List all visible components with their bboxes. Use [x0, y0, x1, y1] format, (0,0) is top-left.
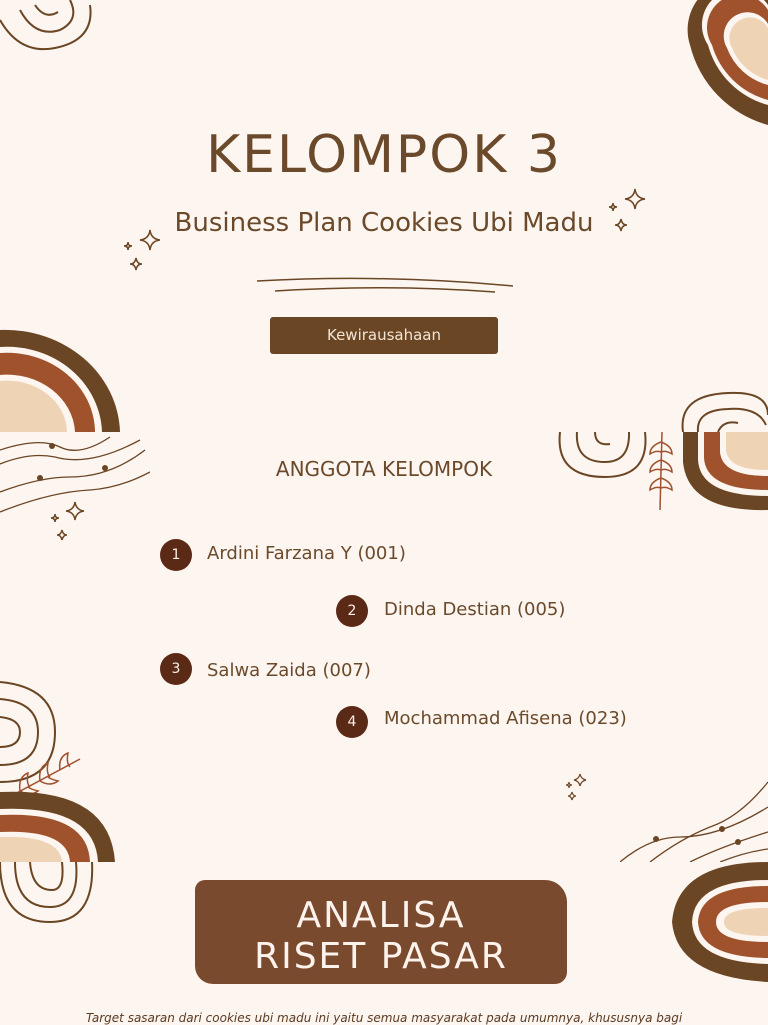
swirl-icon: [0, 862, 95, 932]
page-subtitle: Business Plan Cookies Ubi Madu: [174, 208, 594, 238]
member-name: Salwa Zaida (007): [207, 660, 371, 681]
divider: [255, 272, 515, 294]
member-number-badge: 1: [160, 539, 192, 571]
rainbow-arch-icon: [0, 787, 115, 862]
analysis-description: Target sasaran dari cookies ubi madu ini yaitu semua masyarakat pada umumnya, khususnya bagi: [85, 1011, 683, 1025]
member-number-badge: 4: [336, 706, 368, 738]
sparkle-icon: [562, 772, 590, 804]
page-title: KELOMPOK 3: [206, 125, 562, 185]
member-name: Mochammad Afisena (023): [384, 708, 627, 729]
rainbow-arch-icon: [0, 325, 122, 432]
members-title: ANGGOTA KELOMPOK: [275, 457, 493, 481]
swirl-icon: [0, 0, 100, 55]
member-number-badge: 3: [160, 653, 192, 685]
member-name: Dinda Destian (005): [384, 599, 566, 620]
wavy-lines-icon: [620, 777, 768, 862]
member-name: Ardini Farzana Y (001): [207, 543, 406, 564]
rainbow-arch-icon: [672, 862, 768, 987]
cover-panel: [0, 0, 768, 432]
members-panel: [0, 432, 768, 862]
sparkle-icon: [45, 500, 90, 550]
analysis-title-line2: RISET PASAR: [254, 936, 508, 977]
analysis-title-line1: ANALISA: [296, 895, 466, 936]
swirl-icon: [678, 385, 768, 432]
subject-tag: Kewirausahaan: [270, 317, 498, 354]
member-number-badge: 2: [336, 595, 368, 627]
rainbow-arch-icon: [670, 0, 768, 130]
